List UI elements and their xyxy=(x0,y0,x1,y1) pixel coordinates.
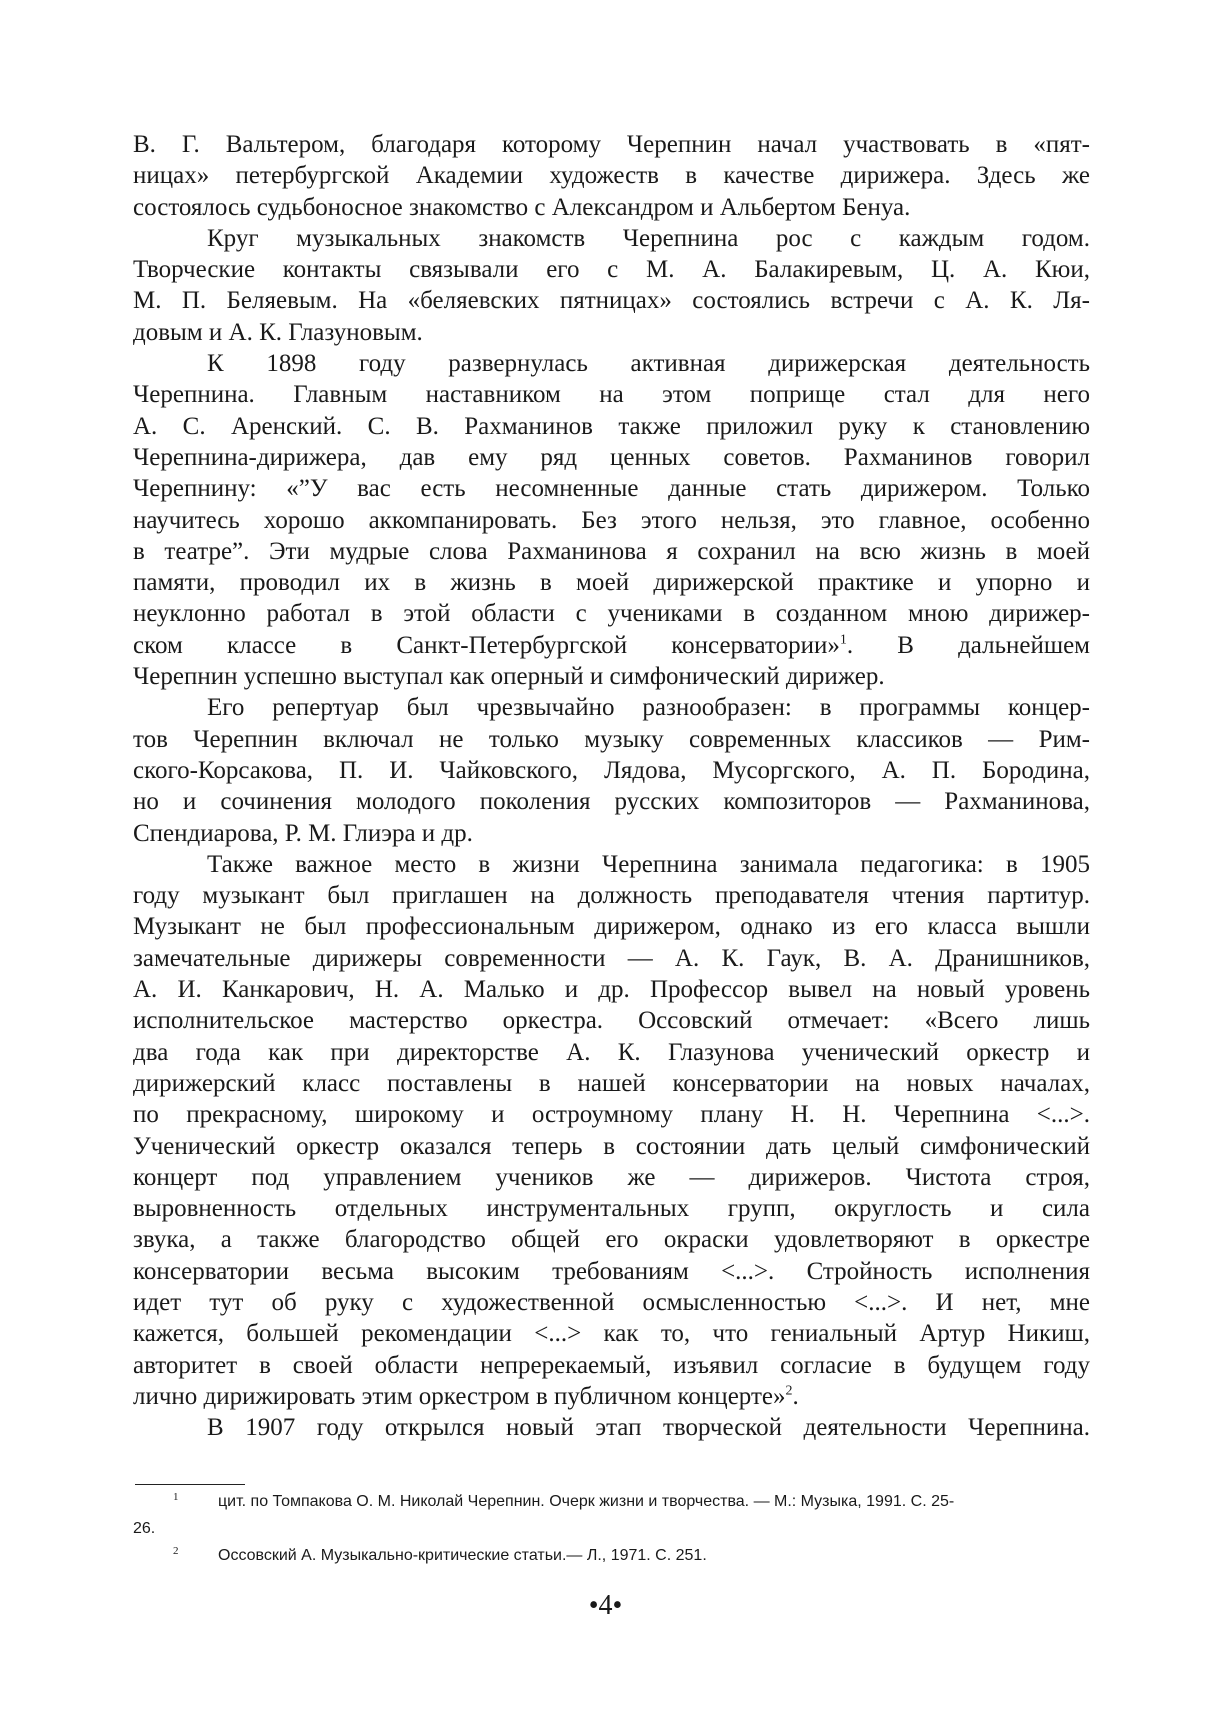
footnote-number: 1 xyxy=(173,1491,179,1503)
text-line: Также важное место в жизни Черепнина занимала педагогика: в 1905 xyxy=(207,850,1090,878)
footnotes xyxy=(133,1488,1093,1569)
text-line: авторитет в своей области непререкаемый, изъявил согласие в будущем году xyxy=(133,1351,1090,1379)
paragraph xyxy=(133,1412,1090,1443)
text-line: Его репертуар был чрезвычайно разнообразен: в программы концер- xyxy=(207,694,1090,722)
text-line: памяти, проводил их в жизнь в моей дирижерской практике и упорно и xyxy=(133,569,1090,597)
footnote-text-continued: 26. xyxy=(133,1520,156,1537)
text-line: исполнительское мастерство оркестра. Оссовский отмечает: «Всего лишь xyxy=(133,1007,1090,1035)
footnote-divider xyxy=(135,1484,245,1485)
text-line xyxy=(133,1381,1090,1412)
text-segment: ском классе в Санкт-Петербургской консерватории» xyxy=(133,631,840,659)
text-line: научитесь хорошо аккомпанировать. Без этого нельзя, это главное, особенно xyxy=(133,506,1090,534)
text-line: тов Черепнин включал не только музыку современных классиков — Рим- xyxy=(133,725,1090,753)
text-line: концерт под управлением учеников же — дирижеров. Чистота строя, xyxy=(133,1163,1090,1191)
footnote xyxy=(133,1542,1093,1569)
text-segment: лично дирижировать этим оркестром в публичном концерте» xyxy=(133,1382,786,1410)
text-line: идет тут об руку с художественной осмысленностью <...>. И нет, мне xyxy=(133,1288,1090,1316)
text-segment: . В дальнейшем xyxy=(846,631,1091,659)
text-line: Спендиарова, Р. М. Глиэра и др. xyxy=(133,819,473,847)
text-line: А. И. Канкарович, Н. А. Малько и др. Профессор вывел на новый уровень xyxy=(133,976,1090,1004)
footnote-number: 2 xyxy=(173,1545,179,1557)
body-text xyxy=(133,129,1090,1443)
text-line: В. Г. Вальтером, благодаря которому Черепнин начал участвовать в «пят- xyxy=(133,131,1090,158)
paragraph xyxy=(133,129,1090,223)
text-line: Музыкант не был профессиональным дирижером, однако из его класса вышли xyxy=(133,913,1090,941)
text-line: кажется, большей рекомендации <...> как то, что гениальный Артур Никиш, xyxy=(133,1320,1090,1348)
text-line: году музыкант был приглашен на должность преподавателя чтения партитур. xyxy=(133,882,1090,910)
text-line: два года как при директорстве А. К. Глазунова ученический оркестр и xyxy=(133,1038,1090,1066)
text-line: в театре”. Эти мудрые слова Рахманинова я сохранил на всю жизнь в моей xyxy=(133,537,1090,565)
text-line: дирижерский класс поставлены в нашей консерватории на новых началах, xyxy=(133,1069,1090,1097)
text-line: Ученический оркестр оказался теперь в состоянии дать целый симфонический xyxy=(133,1132,1090,1160)
text-line xyxy=(133,630,1090,661)
text-line: консерватории весьма высоким требованиям <...>. Стройность исполнения xyxy=(133,1257,1090,1285)
text-line: довым и А. К. Глазуновым. xyxy=(133,318,423,346)
text-line: ского-Корсакова, П. И. Чайковского, Лядова, Мусоргского, А. П. Бородина, xyxy=(133,756,1090,784)
text-line: ницах» петербургской Академии художеств в качестве дирижера. Здесь же xyxy=(133,162,1090,190)
paragraph xyxy=(133,692,1090,848)
text-line: звука, а также благородство общей его окраски удовлетворяют в оркестре xyxy=(133,1226,1090,1254)
text-line: но и сочинения молодого поколения русских композиторов — Рахманинова, xyxy=(133,788,1090,816)
text-line: по прекрасному, широкому и остроумному плану Н. Н. Черепнина <...>. xyxy=(133,1101,1090,1129)
text-line: Черепнину: «”У вас есть несомненные данные стать дирижером. Только xyxy=(133,475,1090,503)
text-line: замечательные дирижеры современности — А. К. Гаук, В. А. Дранишников, xyxy=(133,944,1090,972)
footnote-text: цит. по Томпакова О. М. Николай Черепнин. Очерк жизни и творчества. — М.: Музыка, 1991. С. 25- xyxy=(218,1493,955,1510)
text-line: Творческие контакты связывали его с М. А. Балакиревым, Ц. А. Кюи, xyxy=(133,256,1090,284)
text-line: Черепнин успешно выступал как оперный и симфонический дирижер. xyxy=(133,663,885,691)
text-line: неуклонно работал в этой области с учениками в созданном мною дирижер- xyxy=(133,600,1090,628)
footnote-ref: 2 xyxy=(785,1383,793,1399)
text-line: Круг музыкальных знакомств Черепнина рос с каждым годом. xyxy=(207,224,1090,252)
text-line: Черепнина. Главным наставником на этом поприще стал для него xyxy=(133,381,1090,409)
text-line: выровненность отдельных инструментальных групп, округлость и сила xyxy=(133,1195,1090,1223)
paragraph xyxy=(133,849,1090,1412)
footnote-ref: 1 xyxy=(839,632,847,648)
paragraph xyxy=(133,348,1090,692)
footnote-text: Оссовский А. Музыкально-критические статьи.— Л., 1971. С. 251. xyxy=(218,1547,707,1564)
text-line: М. П. Беляевым. На «беляевских пятницах» состоялись встречи с А. К. Ля- xyxy=(133,287,1090,315)
page-number: •4• xyxy=(588,1590,623,1621)
text-line: А. С. Аренский. С. В. Рахманинов также приложил руку к становлению xyxy=(133,412,1090,440)
text-segment: . xyxy=(792,1382,799,1410)
text-line: К 1898 году развернулась активная дирижерская деятельность xyxy=(207,350,1090,378)
paragraph xyxy=(133,223,1090,348)
text-line: Черепнина-дирижера, дав ему ряд ценных советов. Рахманинов говорил xyxy=(133,443,1090,471)
text-line: состоялось судьбоносное знакомство с Александром и Альбертом Бенуа. xyxy=(133,193,911,221)
footnote xyxy=(133,1488,1093,1542)
text-line: В 1907 году открылся новый этап творческой деятельности Черепнина. xyxy=(207,1414,1090,1442)
